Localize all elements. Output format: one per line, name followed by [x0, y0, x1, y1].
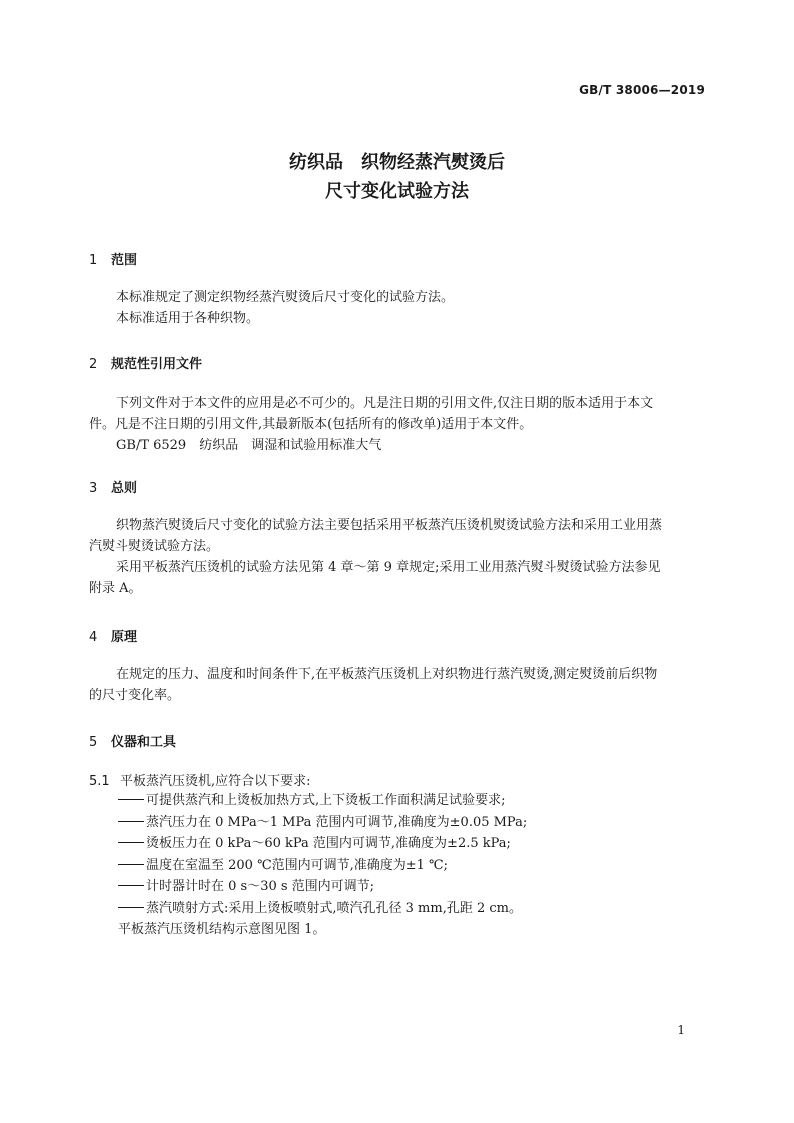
section-number: 1 — [89, 253, 98, 268]
normative-reference: GB/T 6529 纺织品 调湿和试验用标准大气 — [116, 438, 382, 453]
list-item — [118, 855, 527, 877]
paragraph-line: 附录 A。 — [89, 581, 142, 596]
section-title: 总则 — [111, 481, 138, 496]
list-item — [118, 876, 527, 898]
section-4-heading — [89, 626, 137, 645]
section-title: 范围 — [111, 253, 138, 268]
list-item-text: 计时器计时在 0 s～30 s 范围内可调节; — [146, 879, 375, 894]
dash-mark — [118, 885, 144, 886]
list-item-text: 可提供蒸汽和上烫板加热方式,上下烫板工作面积满足试验要求; — [146, 793, 506, 808]
paragraph-line: 下列文件对于本文件的应用是必不可少的。凡是注日期的引用文件,仅注日期的版本适用于本文 — [116, 396, 654, 411]
paragraph-line: 本标准规定了测定织物经蒸汽熨烫后尺寸变化的试验方法。 — [116, 290, 455, 305]
dash-mark — [118, 907, 144, 908]
title-line-1: 纺织品 织物经蒸汽熨烫后 — [289, 152, 505, 173]
section-1-heading — [89, 249, 137, 268]
document-title — [0, 148, 794, 206]
list-item-text: 蒸汽喷射方式:采用上烫板喷射式,喷汽孔孔径 3 mm,孔距 2 cm。 — [146, 900, 522, 916]
paragraph-line: 的尺寸变化率。 — [89, 688, 181, 703]
section-1-body — [89, 287, 705, 329]
section-number: 5 — [89, 735, 98, 750]
section-title: 规范性引用文件 — [111, 357, 203, 372]
subsection-5-1-heading — [89, 770, 311, 789]
subsection-text: 平板蒸汽压烫机,应符合以下要求: — [120, 774, 311, 789]
section-number: 3 — [89, 481, 98, 496]
section-number: 4 — [89, 630, 98, 645]
section-2-heading — [89, 353, 202, 372]
figure-reference-note: 平板蒸汽压烫机结构示意图见图 1。 — [118, 922, 326, 937]
section-3-heading — [89, 477, 137, 496]
page-number: 1 — [677, 1023, 685, 1037]
section-title: 仪器和工具 — [111, 735, 177, 750]
title-line-2: 尺寸变化试验方法 — [325, 181, 469, 202]
list-item-text: 烫板压力在 0 kPa～60 kPa 范围内可调节,准确度为±2.5 kPa; — [146, 836, 511, 851]
dash-mark — [118, 864, 144, 865]
list-item — [118, 812, 527, 834]
list-item — [118, 833, 527, 855]
requirements-list — [118, 790, 527, 941]
section-title: 原理 — [111, 630, 138, 645]
dash-mark — [118, 842, 144, 843]
list-item — [118, 898, 527, 920]
paragraph-line: 织物蒸汽熨烫后尺寸变化的试验方法主要包括采用平板蒸汽压烫机熨烫试验方法和采用工业用蒸 — [116, 518, 663, 533]
dash-mark — [118, 799, 144, 800]
subsection-number: 5.1 — [89, 774, 110, 789]
section-2-body — [89, 393, 705, 456]
paragraph-line: 在规定的压力、温度和时间条件下,在平板蒸汽压烫机上对织物进行蒸汽熨烫,测定熨烫前后织物 — [116, 667, 658, 682]
paragraph-line: 采用平板蒸汽压烫机的试验方法见第 4 章～第 9 章规定;采用工业用蒸汽熨斗熨烫试验方法参见 — [116, 560, 661, 575]
section-number: 2 — [89, 357, 98, 372]
standard-code: GB/T 38006—2019 — [579, 83, 705, 97]
section-5-heading — [89, 731, 176, 750]
section-4-body — [89, 664, 705, 706]
list-item-text: 温度在室温至 200 ℃范围内可调节,准确度为±1 ℃; — [146, 857, 448, 873]
list-item — [118, 790, 527, 812]
list-item-text: 蒸汽压力在 0 MPa～1 MPa 范围内可调节,准确度为±0.05 MPa; — [146, 814, 528, 830]
paragraph-line: 汽熨斗熨烫试验方法。 — [89, 539, 220, 554]
section-3-body — [89, 515, 705, 599]
paragraph-line: 本标准适用于各种织物。 — [116, 311, 260, 326]
dash-mark — [118, 821, 144, 822]
paragraph-line: 件。凡是不注日期的引用文件,其最新版本(包括所有的修改单)适用于本文件。 — [89, 417, 533, 432]
